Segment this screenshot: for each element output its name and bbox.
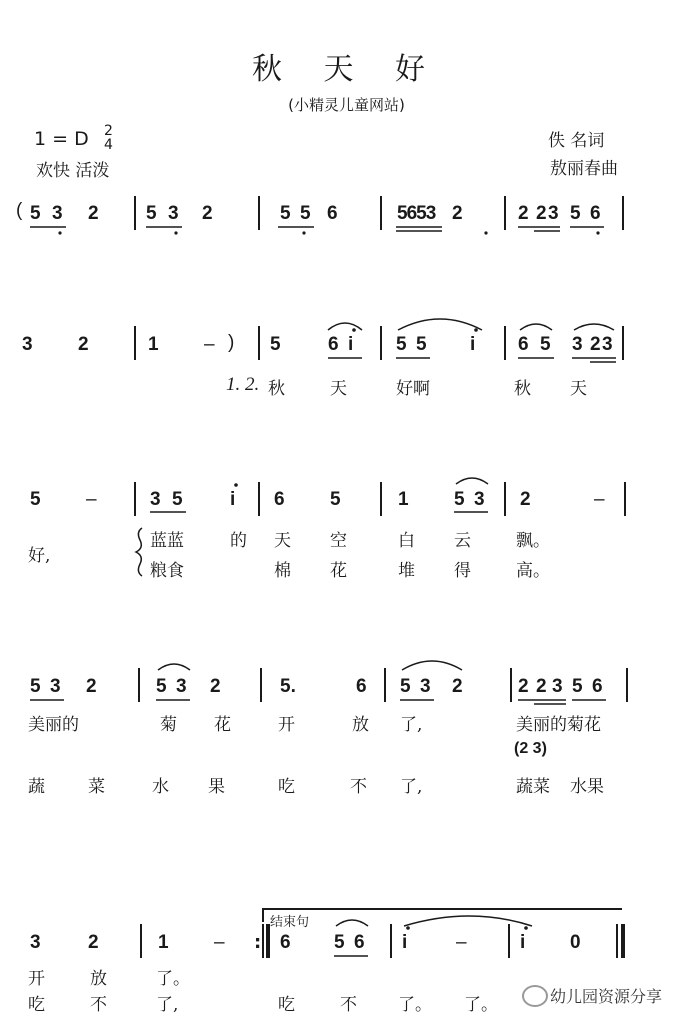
note-high: i (520, 932, 526, 953)
octave-dot (174, 231, 177, 234)
octave-dot-high (524, 926, 528, 930)
lyric: 得 (454, 561, 471, 581)
composer-credit: 敖丽春曲 (550, 159, 618, 179)
note: 5 (280, 203, 291, 224)
note: 5 (30, 676, 41, 697)
note: 3 (30, 932, 41, 953)
lyric: 菜 (88, 777, 105, 797)
note: 5 (30, 203, 41, 224)
lyric: 蔬菜 (516, 777, 550, 797)
wechat-bubble-icon (522, 985, 548, 1007)
lyric: 了, (156, 995, 179, 1015)
octave-dot (302, 231, 305, 234)
lyric: 堆 (398, 561, 415, 581)
lyric: 了, (400, 715, 423, 735)
lyric: 粮食 (150, 561, 184, 581)
time-bottom: 4 (104, 137, 113, 153)
slur (328, 323, 362, 330)
note: 6 (327, 203, 338, 224)
note: 3 (474, 489, 485, 510)
note-high: i (470, 334, 476, 355)
note: 6 (274, 489, 285, 510)
note: 5 (300, 203, 311, 224)
lyric: 的 (230, 531, 247, 551)
note: 3 (52, 203, 63, 224)
slur (336, 920, 368, 926)
octave-dot (484, 231, 487, 234)
lyric: 白 (398, 531, 415, 551)
lyric: 不 (90, 995, 107, 1015)
lyric: 秋 (514, 379, 531, 399)
slur (404, 916, 532, 926)
lyric: 了。 (398, 995, 432, 1015)
note: 5 (30, 489, 41, 510)
close-paren: ) (228, 332, 235, 353)
note: 3 (168, 203, 179, 224)
slur (398, 319, 482, 330)
note: 2 (452, 676, 463, 697)
note: 2 (88, 203, 99, 224)
lyric: 开 (28, 969, 45, 989)
slur (158, 664, 190, 670)
tempo-marking: 欢快 活泼 (36, 161, 110, 181)
lyric: 吃 (278, 777, 295, 797)
note: 5 (270, 334, 281, 355)
lyric: 菊 (160, 715, 177, 735)
dash: – (204, 334, 215, 355)
ending-label: 结束句 (270, 915, 310, 930)
note: 5 (156, 676, 167, 697)
lyric: 美丽的菊花 (516, 715, 601, 735)
note: 1 (398, 489, 409, 510)
note: 2 (86, 676, 97, 697)
note: 6 (356, 676, 367, 697)
note: 2 (88, 932, 99, 953)
lyric: 开 (278, 715, 295, 735)
lyric: 花 (330, 561, 347, 581)
note: 0 (570, 932, 581, 953)
source-subtitle: (小精灵儿童网站) (288, 96, 405, 114)
lyric: 水 (152, 777, 169, 797)
lyric: 蔬 (28, 777, 45, 797)
lyric: 放 (90, 969, 107, 989)
slur (456, 478, 488, 484)
note: 3 (176, 676, 187, 697)
note-high: i (348, 334, 354, 355)
lyric: 空 (330, 531, 347, 551)
dash: – (86, 489, 97, 510)
lyric: 好啊 (396, 379, 430, 399)
lyric: 不 (350, 777, 367, 797)
octave-dot-high (474, 328, 478, 332)
octave-dot-high (406, 926, 410, 930)
octave-dot (596, 231, 599, 234)
note: 5 (572, 676, 583, 697)
note-high: i (230, 489, 236, 510)
lyric: 吃 (278, 995, 295, 1015)
lyric: 美丽的 (28, 715, 79, 735)
note-high: i (402, 932, 408, 953)
verse-marker: 1. 2. (226, 374, 260, 395)
note: 5 (146, 203, 157, 224)
note: 3 (572, 334, 583, 355)
lyric: 天 (274, 531, 291, 551)
note: 5 (396, 334, 407, 355)
lyric: 了, (400, 777, 423, 797)
note: 5 (334, 932, 345, 953)
note: 2 (210, 676, 221, 697)
note: 2 (202, 203, 213, 224)
note: 6 (280, 932, 291, 953)
lyric: 了。 (464, 995, 498, 1015)
lyric: 好, (28, 546, 51, 566)
lyric: 天 (570, 379, 587, 399)
note: 2 (518, 676, 529, 697)
note: 5 (570, 203, 581, 224)
lyric: 水果 (570, 777, 604, 797)
watermark-text: 幼儿园资源分享 (550, 987, 663, 1006)
note: 2 (520, 489, 531, 510)
note: 5 (454, 489, 465, 510)
note: 6 (590, 203, 601, 224)
lyric: 蓝蓝 (150, 531, 184, 551)
lyric: 吃 (28, 995, 45, 1015)
dash: – (456, 932, 467, 953)
lyric: 花 (214, 715, 231, 735)
note-group: 5653 (397, 203, 436, 224)
note: 5 (540, 334, 551, 355)
lyric: 果 (208, 777, 225, 797)
dash: – (214, 932, 225, 953)
note: 2 (536, 203, 547, 224)
lyric: 了。 (156, 969, 190, 989)
octave-dot-high (352, 328, 356, 332)
note: 5. (280, 676, 296, 697)
note: 6 (518, 334, 529, 355)
note: 5 (416, 334, 427, 355)
note: 3 (50, 676, 61, 697)
note: 5 (172, 489, 183, 510)
note: 3 (150, 489, 161, 510)
note: 5 (400, 676, 411, 697)
lyric: 秋 (268, 379, 285, 399)
lyric: 棉 (274, 561, 291, 581)
note: 2 (590, 334, 601, 355)
lyric: 不 (340, 995, 357, 1015)
note: 6 (354, 932, 365, 953)
note: 3 (602, 334, 613, 355)
lyricist-credit: 佚 名词 (548, 131, 605, 151)
alt-notes: (2 3) (514, 740, 547, 757)
open-paren: ( (16, 200, 23, 221)
note: 6 (592, 676, 603, 697)
time-top: 2 (104, 123, 113, 139)
dash: – (594, 489, 605, 510)
lyric: 飘。 (516, 531, 550, 551)
lyric: 天 (330, 379, 347, 399)
note: 5 (330, 489, 341, 510)
note: 3 (22, 334, 33, 355)
note: 2 (536, 676, 547, 697)
note: 1 (158, 932, 169, 953)
note: 3 (420, 676, 431, 697)
note: 2 (518, 203, 529, 224)
octave-dot (58, 231, 61, 234)
note: 3 (548, 203, 559, 224)
lyric: 云 (454, 531, 471, 551)
repeat-dots: : (254, 932, 262, 953)
slur (520, 324, 552, 330)
lyric: 高。 (516, 561, 550, 581)
lyric: 放 (352, 715, 369, 735)
note: 2 (452, 203, 463, 224)
slur (574, 324, 614, 330)
brace (136, 528, 142, 576)
octave-dot-high (234, 483, 238, 487)
note: 6 (328, 334, 339, 355)
note: 2 (78, 334, 89, 355)
note: 3 (552, 676, 563, 697)
song-title: 秋 天 好 (251, 52, 442, 87)
note: 1 (148, 334, 159, 355)
slur (402, 661, 462, 670)
key-signature: 1 = D (34, 128, 89, 150)
